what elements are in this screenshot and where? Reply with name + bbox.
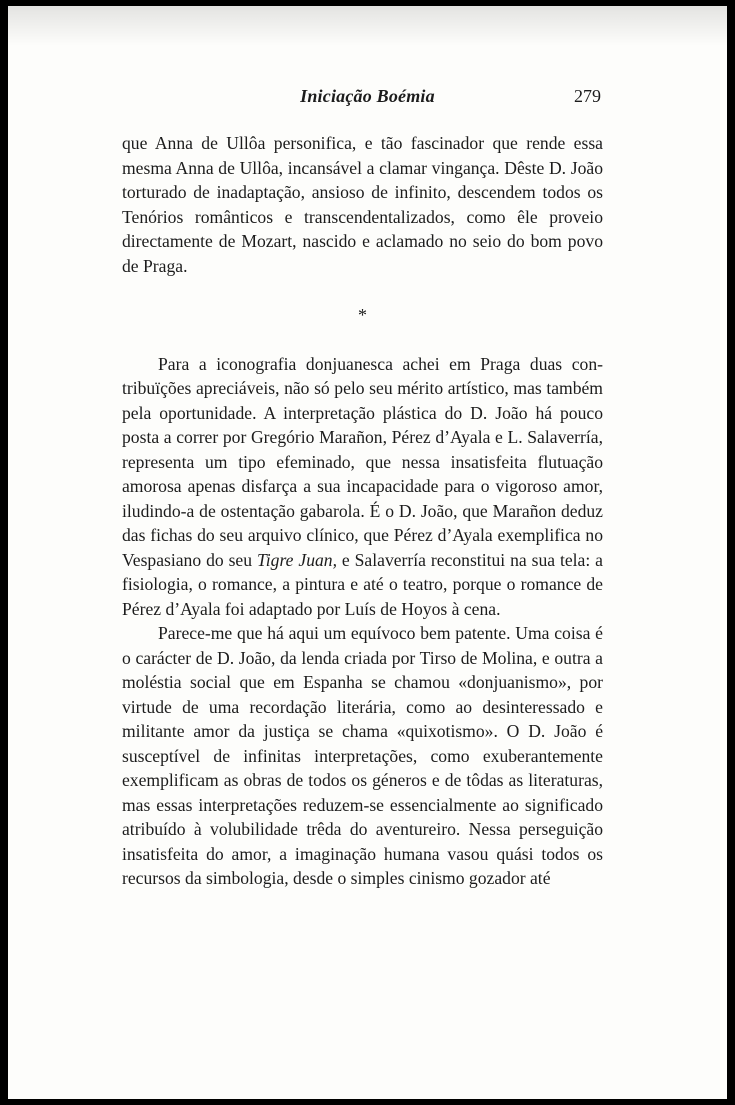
paragraph-3: Parece-me que há aqui um equívoco bem patente. Uma coisa é o carácter de D. João, da lenda criada por Tirso de Molina, e outra a moléstia social que em Espanha se chamou «donjuanismo», por virtude de uma recordação literária, como ao desinteressado e militante amor da justiça se chama «quixotismo». O D. João é susceptível de infinitas interpretações, como exuberantemente exemplificam as obras de todos os géneros e de tôdas as literaturas, mas essas interpretações reduzem-se essencialmente ao significado atribuído à volubilidade trêda do aventureiro. Nessa perseguição insatisfeita do amor, a imaginação humana vasou quási todos os recursos da simbologia, desde o simples cinismo gozador até xyxy=(122,623,603,888)
running-title: Iniciação Boémia xyxy=(300,86,435,106)
book-title-tigre-juan: Tigre Juan, xyxy=(256,549,337,570)
book-page xyxy=(8,6,727,1099)
section-separator: * xyxy=(358,304,367,325)
paragraph-2 xyxy=(122,352,603,622)
page-number: 279 xyxy=(574,86,601,106)
paragraph-2-text-b: e Salaverría reconstitui na sua tela: a fisiologia, o romance, a pintura e até o teatro, porque o romance de Pérez d’Ayala foi adaptado por Luís de Hoyos à cena. xyxy=(122,549,603,619)
paragraph-2-text-a: Para a iconografia donjuanesca achei em Praga duas contribuïções apreciáveis, não só pelo seu mérito artístico, mas também pela oportunidade. A interpretação plástica do D. João há pouco posta a correr por Gregório Marañon, Pérez d’Ayala e L. Salaverría, representa um tipo efeminado, que nessa insatisfeita flutuação amorosa apenas disfarça a sua incapacidade para o vigoroso amor, iludindo-a de ostentação gabarola. É o D. João, que Marañon deduz das fichas do seu arquivo clínico, que Pérez d’Ayala exemplifica no Vespasiano do seu xyxy=(122,353,603,570)
body-text xyxy=(122,131,603,891)
paragraph-1: que Anna de Ullôa personifica, e tão fascinador que rende essa mesma Anna de Ullôa, incansável a clamar vingança. Dêste D. João torturado de inadaptação, ansioso de infinito, descendem todos os Tenórios românticos e transcendentalizados, como êle proveio directamente de Mozart, nascido e aclamado no seio do bom povo de Praga. xyxy=(122,133,603,276)
